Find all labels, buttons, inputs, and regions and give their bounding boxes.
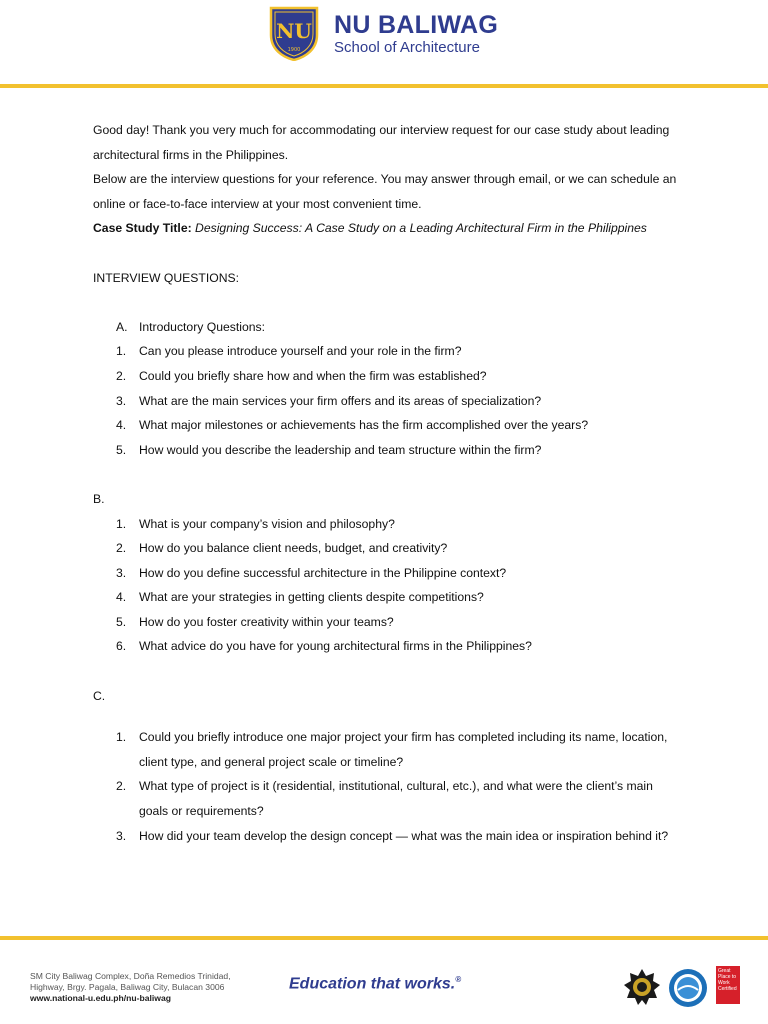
intro-paragraph-1: Good day! Thank you very much for accommodating our interview request for our case study about leading architectural firms in the Philippines. xyxy=(93,123,670,162)
tagline-text: Education that works. xyxy=(289,975,456,993)
seal-badge-icon xyxy=(623,968,661,1006)
accreditation-badge-icon xyxy=(668,968,708,1008)
nu-baliwag-logo xyxy=(268,5,518,61)
section-a-marker: A. xyxy=(116,319,128,334)
list-item: 1. Can you please introduce yourself and your role in the firm? xyxy=(116,344,462,359)
list-item: 3. What are the main services your firm offers and its areas of specialization? xyxy=(116,393,542,408)
section-a-heading xyxy=(93,315,677,340)
case-study-label: Case Study Title: xyxy=(93,221,192,236)
questions-heading: INTERVIEW QUESTIONS: xyxy=(93,270,240,285)
section-c-marker: C. xyxy=(93,688,106,703)
case-study-title: Designing Success: A Case Study on a Leading Architectural Firm in the Philippines xyxy=(195,221,647,236)
list-item: 4. What are your strategies in getting clients despite competitions? xyxy=(116,590,484,605)
list-item: 1. What is your company’s vision and philosophy? xyxy=(116,516,395,531)
page-header xyxy=(0,0,768,88)
brand-title: NU BALIWAG xyxy=(334,11,499,39)
intro-paragraph-2: Below are the interview questions for your reference. You may answer through email, or we can schedule an online or face-to-face interview at your most convenient time. xyxy=(93,172,677,211)
footer-address xyxy=(30,971,231,1004)
great-place-to-work-badge xyxy=(716,966,740,1004)
logo-letters: NU xyxy=(276,19,312,43)
registered-mark: ® xyxy=(455,975,462,984)
nu-shield-icon xyxy=(268,5,320,61)
address-line-2: Highway, Brgy. Pagala, Baliwag City, Bulacan 3006 xyxy=(30,982,225,992)
list-item: 5. How would you describe the leadership and team structure within the firm? xyxy=(116,442,542,457)
list-item: 2. What type of project is it (residential, institutional, cultural, etc.), and what were the client’s main goals or requirements? xyxy=(116,779,653,819)
case-study-line xyxy=(93,216,677,241)
list-item: 6. What advice do you have for young architectural firms in the Philippines? xyxy=(116,639,532,654)
tagline xyxy=(289,975,461,993)
address-line-1: SM City Baliwag Complex, Doña Remedios Trinidad, xyxy=(30,971,231,981)
badge3-text: Great Place to Work Certified xyxy=(718,968,737,992)
list-item: 1. Could you briefly introduce one major project your firm has completed including its name, location, client type, and general project scale or timeline? xyxy=(116,730,668,769)
letter-body xyxy=(93,118,677,848)
list-item: 4. What major milestones or achievements has the firm accomplished over the years? xyxy=(116,418,589,433)
logo-year: 1900 xyxy=(287,47,301,53)
list-item: 2. How do you balance client needs, budget, and creativity? xyxy=(116,541,448,556)
brand-subtitle: School of Architecture xyxy=(334,39,480,56)
list-item: 5. How do you foster creativity within your teams? xyxy=(116,614,394,629)
section-b-marker: B. xyxy=(93,491,105,506)
header-divider xyxy=(0,84,768,88)
section-a-title: Introductory Questions: xyxy=(139,319,265,334)
list-item: 2. Could you briefly share how and when the firm was established? xyxy=(116,368,487,383)
footer-divider xyxy=(0,936,768,940)
website-link[interactable]: www.national-u.edu.ph/nu-baliwag xyxy=(30,993,171,1003)
list-item: 3. How did your team develop the design concept — what was the main idea or inspiration behind it? xyxy=(116,828,669,843)
list-item: 3. How do you define successful architecture in the Philippine context? xyxy=(116,565,507,580)
